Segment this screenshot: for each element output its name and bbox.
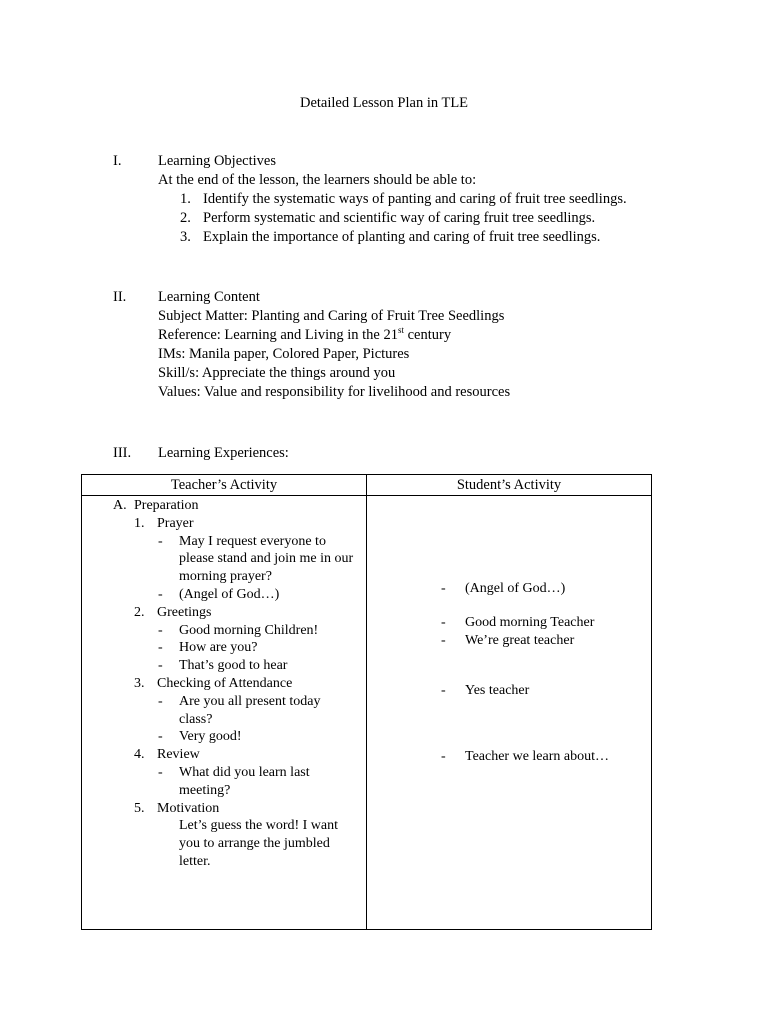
section-numeral: II. [113, 289, 127, 305]
list-item: 1. Prayer [134, 515, 194, 531]
list-item: - How are you? [158, 640, 258, 656]
section-heading: Learning Experiences: [158, 445, 289, 461]
objectives-intro: At the end of the lesson, the learners should be able to: [158, 172, 477, 188]
list-item: 5. Motivation [134, 800, 220, 816]
list-item: - Teacher we learn about… [441, 749, 609, 764]
list-item: - Yes teacher [441, 683, 530, 698]
subject-matter: Subject Matter: Planting and Caring of Fruit Tree Seedlings [158, 308, 505, 324]
list-item: - Very good! [158, 729, 242, 745]
list-item: 3. Checking of Attendance [134, 675, 293, 691]
skills: Skill/s: Appreciate the things around you [158, 365, 396, 381]
objective-item: 3. Explain the importance of planting and caring of fruit tree seedlings. [180, 229, 601, 245]
student-activity-header: Student’s Activity [367, 475, 652, 496]
objective-item: 2. Perform systematic and scientific way of caring fruit tree seedlings. [180, 210, 596, 226]
list-item: - That’s good to hear [158, 658, 288, 674]
teacher-activity-header: Teacher’s Activity [82, 475, 367, 496]
list-item: - We’re great teacher [441, 633, 575, 648]
section-heading: Learning Objectives [158, 153, 276, 169]
teacher-activity-cell [82, 496, 367, 930]
objective-item: 1. Identify the systematic ways of panting and caring of fruit tree seedlings. [180, 191, 627, 207]
list-item: 2. Greetings [134, 604, 212, 620]
section-numeral: III. [113, 445, 132, 461]
list-item: - May I request everyone to please stand and join me in our morning prayer? [158, 533, 354, 585]
learning-experiences-table [81, 474, 652, 930]
section-heading: Learning Content [158, 289, 260, 305]
list-item: - Good morning Children! [158, 622, 319, 638]
student-activity-cell [367, 496, 652, 930]
document-title: Detailed Lesson Plan in TLE [299, 95, 469, 111]
section-numeral: I. [113, 153, 122, 169]
values: Values: Value and responsibility for livelihood and resources [158, 384, 511, 400]
list-item: A. Preparation [113, 498, 199, 513]
instructional-materials: IMs: Manila paper, Colored Paper, Pictures [158, 346, 410, 362]
list-item: - (Angel of God…) [158, 586, 280, 602]
motivation-text: Let’s guess the word! I want you to arrange the jumbled letter. [179, 818, 339, 869]
list-item: - Good morning Teacher [441, 615, 595, 630]
list-item: - Are you all present today class? [158, 693, 321, 727]
list-item: 4. Review [134, 747, 200, 763]
reference: Reference: Learning and Living in the 21st century [158, 325, 452, 343]
list-item: - What did you learn last meeting? [158, 764, 310, 798]
list-item: - (Angel of God…) [441, 581, 566, 596]
